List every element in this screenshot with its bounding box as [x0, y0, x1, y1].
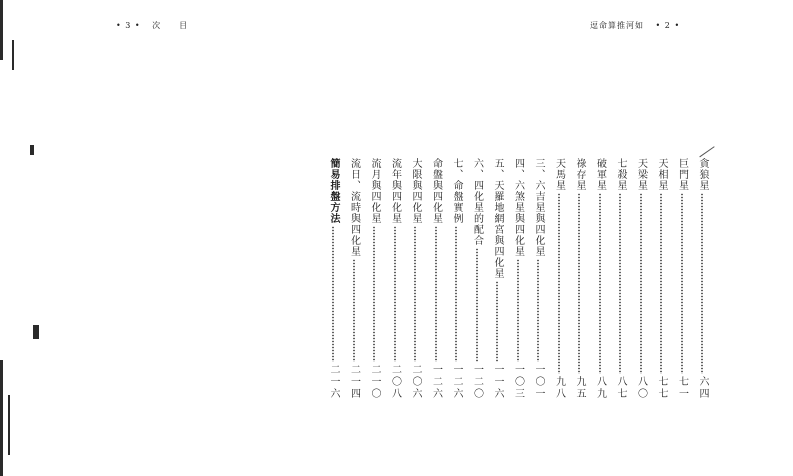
- toc-entry-page: 二一〇: [369, 364, 380, 400]
- left-page-header: [116, 20, 196, 31]
- toc-entry-page: 八〇: [635, 376, 647, 400]
- toc-entry-title: 六、四化星的配合: [471, 158, 483, 246]
- toc-entry-title: 流月與四化星: [369, 158, 380, 224]
- toc-entry-title: 五、天羅地網宮與四化星: [492, 158, 503, 279]
- toc-leader-dots: [394, 226, 396, 362]
- toc-leader-dots: [619, 193, 621, 374]
- scan-edge-mark: [33, 325, 39, 339]
- toc-entry-title: 七、命盤實例: [451, 158, 462, 224]
- toc-entry-title: 破軍星: [594, 158, 606, 191]
- toc-entry-title: 天馬星: [553, 158, 565, 191]
- toc-entry: [367, 158, 381, 400]
- toc-entry-page: 一〇一: [533, 364, 544, 400]
- toc-entry-page: 九八: [553, 376, 565, 400]
- toc-entry-page: 八七: [615, 376, 626, 400]
- toc-entry: [449, 158, 463, 400]
- toc-entry: [593, 158, 607, 400]
- right-page-number: • 2 •: [655, 21, 681, 30]
- toc-entry: [572, 158, 586, 400]
- toc-entry: [326, 158, 340, 400]
- toc-leader-dots: [435, 226, 437, 362]
- scan-edge-mark: [30, 145, 34, 155]
- toc-entry: [552, 158, 566, 400]
- toc-entry: [388, 158, 402, 400]
- toc-leader-dots: [681, 193, 683, 374]
- scan-edge-mark: [8, 395, 10, 455]
- toc-leader-dots: [496, 281, 498, 362]
- table-of-contents: [300, 158, 720, 408]
- toc-entry-page: 一二〇: [471, 364, 483, 400]
- toc-entry-title: 天相星: [656, 158, 667, 191]
- toc-entry-page: 二〇六: [410, 364, 421, 400]
- scan-edge-mark: [12, 40, 14, 70]
- toc-leader-dots: [476, 248, 478, 362]
- toc-leader-dots: [660, 193, 662, 374]
- toc-leader-dots: [455, 226, 457, 362]
- toc-entry: [408, 158, 422, 400]
- toc-entry-title: 流年與四化星: [389, 158, 401, 224]
- toc-entry-title: 簡易排盤方法: [328, 158, 339, 224]
- toc-entry-page: 九五: [574, 376, 585, 400]
- toc-entry-title: 大限與四化星: [410, 158, 421, 224]
- toc-entry-page: 二一六: [328, 364, 339, 400]
- toc-entry-title: 貪狼星: [697, 158, 708, 191]
- toc-entry-title: 天梁星: [635, 158, 647, 191]
- toc-entry-page: 七七: [656, 376, 667, 400]
- toc-entry-title: 命盤與四化星: [430, 158, 442, 224]
- right-page-title: 逗命算推河如: [590, 21, 644, 30]
- left-page-title: 次 目: [152, 21, 189, 30]
- left-page-number: • 3 •: [116, 21, 141, 30]
- toc-entry-page: 二一四: [348, 364, 360, 400]
- scan-edge-mark: [0, 0, 3, 60]
- toc-leader-dots: [332, 226, 334, 362]
- toc-entry-page: 二〇八: [389, 364, 401, 400]
- toc-entry-page: 一二六: [430, 364, 442, 400]
- toc-entry-title: 七殺星: [615, 158, 626, 191]
- toc-entry-page: 六四: [697, 376, 708, 400]
- toc-leader-dots: [414, 226, 416, 362]
- right-page-header: [590, 20, 688, 31]
- toc-leader-dots: [373, 226, 375, 362]
- toc-entry: [695, 158, 709, 400]
- toc-entry-title: 流日、流時與四化星: [348, 158, 360, 257]
- toc-entry: [511, 158, 525, 400]
- toc-entry: [429, 158, 443, 400]
- toc-entry-page: 一二六: [451, 364, 462, 400]
- toc-entry: [654, 158, 668, 400]
- toc-entry-title: 三、六吉星與四化星: [533, 158, 544, 257]
- toc-entry: [490, 158, 504, 400]
- toc-leader-dots: [599, 193, 601, 374]
- toc-entry: [613, 158, 627, 400]
- toc-entry-title: 祿存星: [574, 158, 585, 191]
- toc-entry-page: 一一六: [492, 364, 503, 400]
- toc-leader-dots: [640, 193, 642, 374]
- toc-entry-title: 巨門星: [676, 158, 688, 191]
- toc-entry: [634, 158, 648, 400]
- toc-entry-page: 八九: [594, 376, 606, 400]
- toc-leader-dots: [578, 193, 580, 374]
- scan-edge-mark: [0, 360, 3, 476]
- toc-entry-page: 一〇三: [512, 364, 524, 400]
- toc-leader-dots: [558, 193, 560, 374]
- toc-entry: [531, 158, 545, 400]
- toc-entry: [675, 158, 689, 400]
- toc-entry-page: 七一: [676, 376, 688, 400]
- toc-leader-dots: [701, 193, 703, 374]
- toc-entry: [347, 158, 361, 400]
- toc-leader-dots: [353, 259, 355, 362]
- toc-entry-title: 四、六煞星與四化星: [512, 158, 524, 257]
- toc-leader-dots: [537, 259, 539, 362]
- toc-entry: [470, 158, 484, 400]
- toc-leader-dots: [517, 259, 519, 362]
